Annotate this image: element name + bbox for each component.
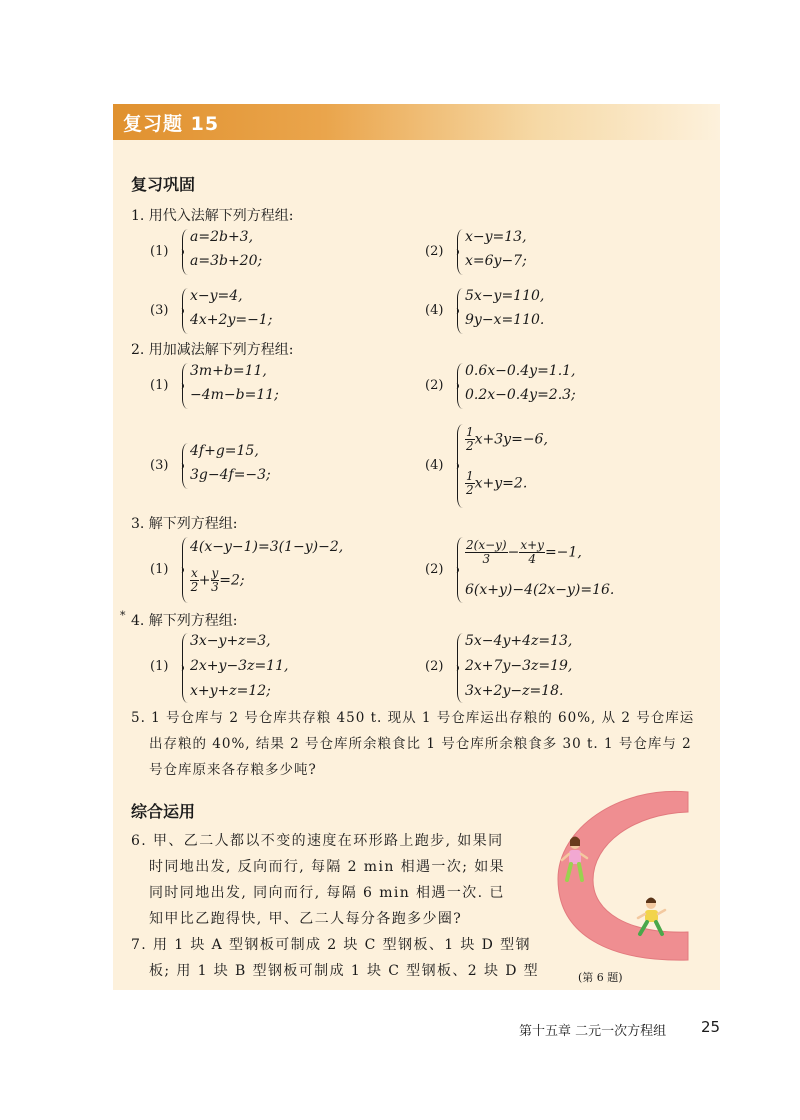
q6-text	[131, 828, 505, 932]
q3-p2-system	[457, 537, 657, 603]
fraction: $\frac{2(x-y)}{3}$	[466, 538, 507, 566]
q2-p1-label: (1)	[150, 378, 169, 393]
q1-p1-label: (1)	[150, 244, 169, 259]
brace	[457, 229, 464, 275]
brace	[457, 363, 464, 409]
equation: 3g−4f=−3;	[190, 467, 271, 483]
runner-boy-icon	[638, 898, 665, 935]
q4-p1-label: (1)	[150, 659, 169, 674]
q1-p3-label: (3)	[150, 303, 169, 318]
equation: x=6y−7;	[465, 253, 527, 269]
q2-p4-system	[457, 424, 637, 508]
footer-chapter: 第十五章 二元一次方程组	[519, 1024, 667, 1039]
brace	[457, 424, 464, 508]
q1-p2-label: (2)	[425, 244, 444, 259]
text-line: 知甲比乙跑得快, 甲、乙二人每分各跑多少圈?	[149, 911, 463, 927]
q3-p1-system	[182, 537, 392, 603]
q3-p2-label: (2)	[425, 562, 444, 577]
q4-star: *	[120, 609, 126, 622]
q5-text	[131, 705, 694, 783]
brace	[182, 537, 189, 603]
brace	[457, 288, 464, 334]
brace	[182, 363, 189, 409]
section-title-review: 复习巩固	[131, 175, 196, 194]
brace	[182, 633, 189, 703]
equation: 2x+y−3z=11,	[190, 658, 289, 674]
equation: $\frac{x}{2}$ + $\frac{y}{3}$ =2;	[190, 566, 245, 594]
equation: −4m−b=11;	[190, 387, 279, 403]
text-line: 7. 用 1 块 A 型钢板可制成 2 块 C 型钢板、1 块 D 型钢	[131, 937, 531, 953]
q2-p2-system	[457, 363, 637, 409]
q2-stem: 2. 用加减法解下列方程组:	[131, 342, 294, 358]
q2-p4-label: (4)	[425, 458, 444, 473]
q1-p4-label: (4)	[425, 303, 444, 318]
q4-p1-system	[182, 633, 362, 703]
equation: 4(x−y−1)=3(1−y)−2,	[190, 539, 344, 555]
equation: $\frac{1}{2}$ x+y=2.	[466, 469, 528, 497]
fraction: $\frac{x}{2}$	[190, 566, 199, 594]
q1-p2-system	[457, 229, 637, 275]
equation: a=3b+20;	[190, 253, 263, 269]
q7-text	[131, 932, 539, 984]
equation: 0.6x−0.4y=1.1,	[465, 363, 576, 379]
text-line: 板; 用 1 块 B 型钢板可制成 1 块 C 型钢板、2 块 D 型	[149, 963, 540, 979]
equation: $\frac{2(x-y)}{3}$ − $\frac{x+y}{4}$ =−1,	[466, 538, 582, 566]
equation: 4x+2y=−1;	[190, 312, 273, 328]
text-line: 号仓库原来各存粮多少吨?	[149, 762, 317, 778]
brace	[182, 288, 189, 334]
brace	[182, 229, 189, 275]
equation: $\frac{1}{2}$ x+3y=−6,	[466, 425, 548, 453]
section-title-apply: 综合运用	[131, 802, 196, 821]
equation: 5x−4y+4z=13,	[465, 633, 573, 649]
equation: 5x−y=110,	[465, 288, 545, 304]
equation: x−y=4,	[190, 288, 243, 304]
equation: 6(x+y)−4(2x−y)=16.	[465, 582, 615, 598]
equation: 3x−y+z=3,	[190, 633, 271, 649]
fraction: $\frac{x+y}{4}$	[520, 538, 544, 566]
equation: 4f+g=15,	[190, 443, 259, 459]
q2-p3-system	[182, 443, 362, 489]
q3-p1-label: (1)	[150, 562, 169, 577]
q1-p4-system	[457, 288, 637, 334]
fraction: $\frac{1}{2}$	[466, 469, 474, 497]
equation: 2x+7y−3z=19,	[465, 658, 573, 674]
q4-stem: 4. 解下列方程组:	[131, 613, 238, 629]
track-shape	[558, 791, 688, 960]
text-line: 时同地出发, 反向而行, 每隔 2 min 相遇一次; 如果	[149, 859, 505, 875]
q4-p2-system	[457, 633, 637, 703]
equation: 3x+2y−z=18.	[465, 683, 564, 699]
text-line: 6. 甲、乙二人都以不变的速度在环形路上跑步, 如果同	[131, 833, 504, 849]
equation: x+y+z=12;	[190, 683, 271, 699]
brace	[457, 537, 464, 603]
q2-p1-system	[182, 363, 362, 409]
equation: 3m+b=11,	[190, 363, 267, 379]
text-line: 出存粮的 40%, 结果 2 号仓库所余粮食比 1 号仓库所余粮食多 30 t. 1 号仓库与 2	[149, 736, 692, 752]
equation: x−y=13,	[465, 229, 527, 245]
page-number: 25	[701, 1018, 721, 1036]
fraction: $\frac{y}{3}$	[211, 566, 219, 594]
track-figure	[548, 784, 698, 969]
text-line: 同时同地出发, 同向而行, 每隔 6 min 相遇一次. 已	[149, 885, 505, 901]
q1-stem: 1. 用代入法解下列方程组:	[131, 208, 294, 224]
q3-stem: 3. 解下列方程组:	[131, 516, 238, 532]
banner-title: 复习题 15	[123, 113, 220, 135]
fraction: $\frac{1}{2}$	[466, 425, 474, 453]
q1-p3-system	[182, 288, 362, 334]
exercise-banner	[113, 104, 720, 140]
brace	[457, 633, 464, 703]
equation: a=2b+3,	[190, 229, 254, 245]
q4-p2-label: (2)	[425, 659, 444, 674]
text-line: 5. 1 号仓库与 2 号仓库共存粮 450 t. 现从 1 号仓库运出存粮的 60%, 从 2 号仓库运	[131, 710, 695, 726]
brace	[182, 443, 189, 489]
equation: 0.2x−0.4y=2.3;	[465, 387, 576, 403]
figure-caption: (第 6 题)	[578, 971, 623, 984]
equation: 9y−x=110.	[465, 312, 545, 328]
q1-p1-system	[182, 229, 362, 275]
q2-p3-label: (3)	[150, 458, 169, 473]
q2-p2-label: (2)	[425, 378, 444, 393]
